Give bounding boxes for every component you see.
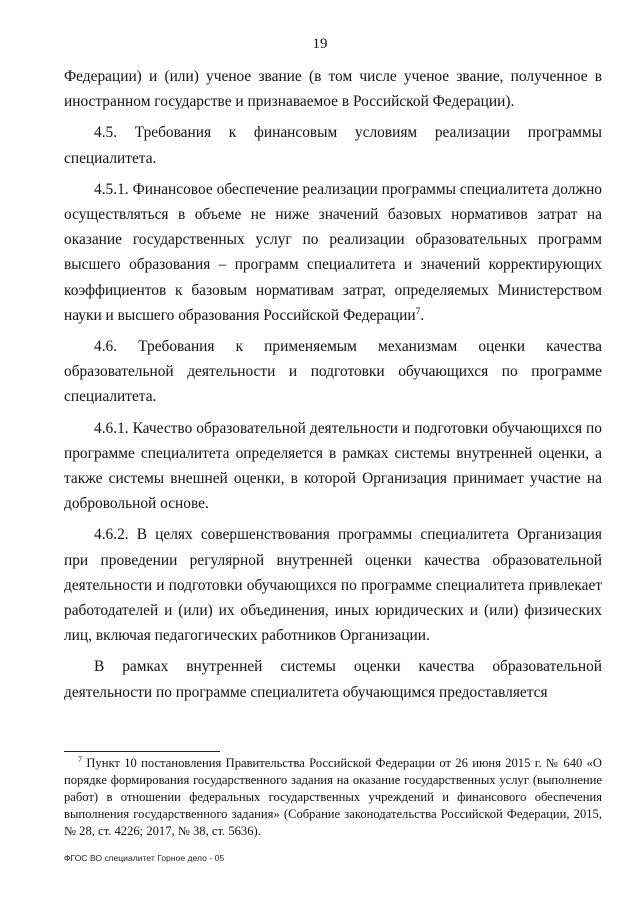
footnote-separator xyxy=(64,751,220,752)
footnote xyxy=(64,755,602,840)
footnote-marker: 7 xyxy=(78,754,82,764)
page-number: 19 xyxy=(312,36,328,52)
paragraph-4-6: 4.6. Требования к применяемым механизмам оценки качества образовательной деятельности и подготовки обучающихся по программе специалитета. xyxy=(64,338,602,406)
footnote-text: Пункт 10 постановления Правительства Российской Федерации от 26 июня 2015 г. № 640 «О порядке формирования государственного задания на оказание государственных услуг (выполнение работ) в отношении федеральных государственных учреждений и финансового обеспечения выполнения государственного задания» (Собрание законодательства Российской Федерации, 2015, № 28, ст. 4226; 2017, № 38, ст. 5636). xyxy=(64,756,603,838)
footnote-reference: 7 xyxy=(415,306,421,317)
paragraph-4-6-1: 4.6.1. Качество образовательной деятельности и подготовки обучающихся по программе специалитета определяется в рамках системы внутренней оценки, а также системы внешней оценки, в которой Организация принимает участие на добровольной основе. xyxy=(64,419,602,513)
paragraph-4-5-1: 4.5.1. Финансовое обеспечение реализации программы специалитета должно осуществляться в объеме не ниже значений базовых нормативов затрат на оказание государственных услуг по реализации образовательных программ высшего образования – программ специалитета и значений корректирующих коэффициентов к базовым нормативам затрат, определяемых Министерством науки и высшего образования Российской Федерации$^7$. xyxy=(64,180,602,324)
paragraph-4-5-1-text: 4.5.1. Финансовое обеспечение реализации программы специалитета должно осуществляться в объеме не ниже значений базовых нормативов затрат на оказание государственных услуг по реализации образовательных программ высшего образования – программ специалитета и значений корректирующих коэффициентов к базовым нормативам затрат, определяемых Министерством науки и высшего образования Российской Федерации xyxy=(64,180,602,324)
paragraph-4-5: 4.5. Требования к финансовым условиям реализации программы специалитета. xyxy=(64,124,602,167)
page-footer: ФГОС ВО специалитет Горное дело - 05 xyxy=(64,853,225,863)
document-body xyxy=(64,64,602,705)
paragraph-internal-assessment: В рамках внутренней системы оценки качества образовательной деятельности по программе специалитета обучающимся предоставляется xyxy=(64,658,602,701)
paragraph-continuation: Федерации) и (или) ученое звание (в том числе ученое звание, полученное в иностранном государстве и признаваемое в Российской Федерации). xyxy=(64,68,602,111)
paragraph-4-6-2: 4.6.2. В целях совершенствования программы специалитета Организация при проведении регулярной внутренней оценки качества образовательной деятельности и подготовки обучающихся по программе специалитета привлекает работодателей и (или) их объединения, иных юридических и (или) физических лиц, включая педагогических работников Организации. xyxy=(64,526,602,645)
